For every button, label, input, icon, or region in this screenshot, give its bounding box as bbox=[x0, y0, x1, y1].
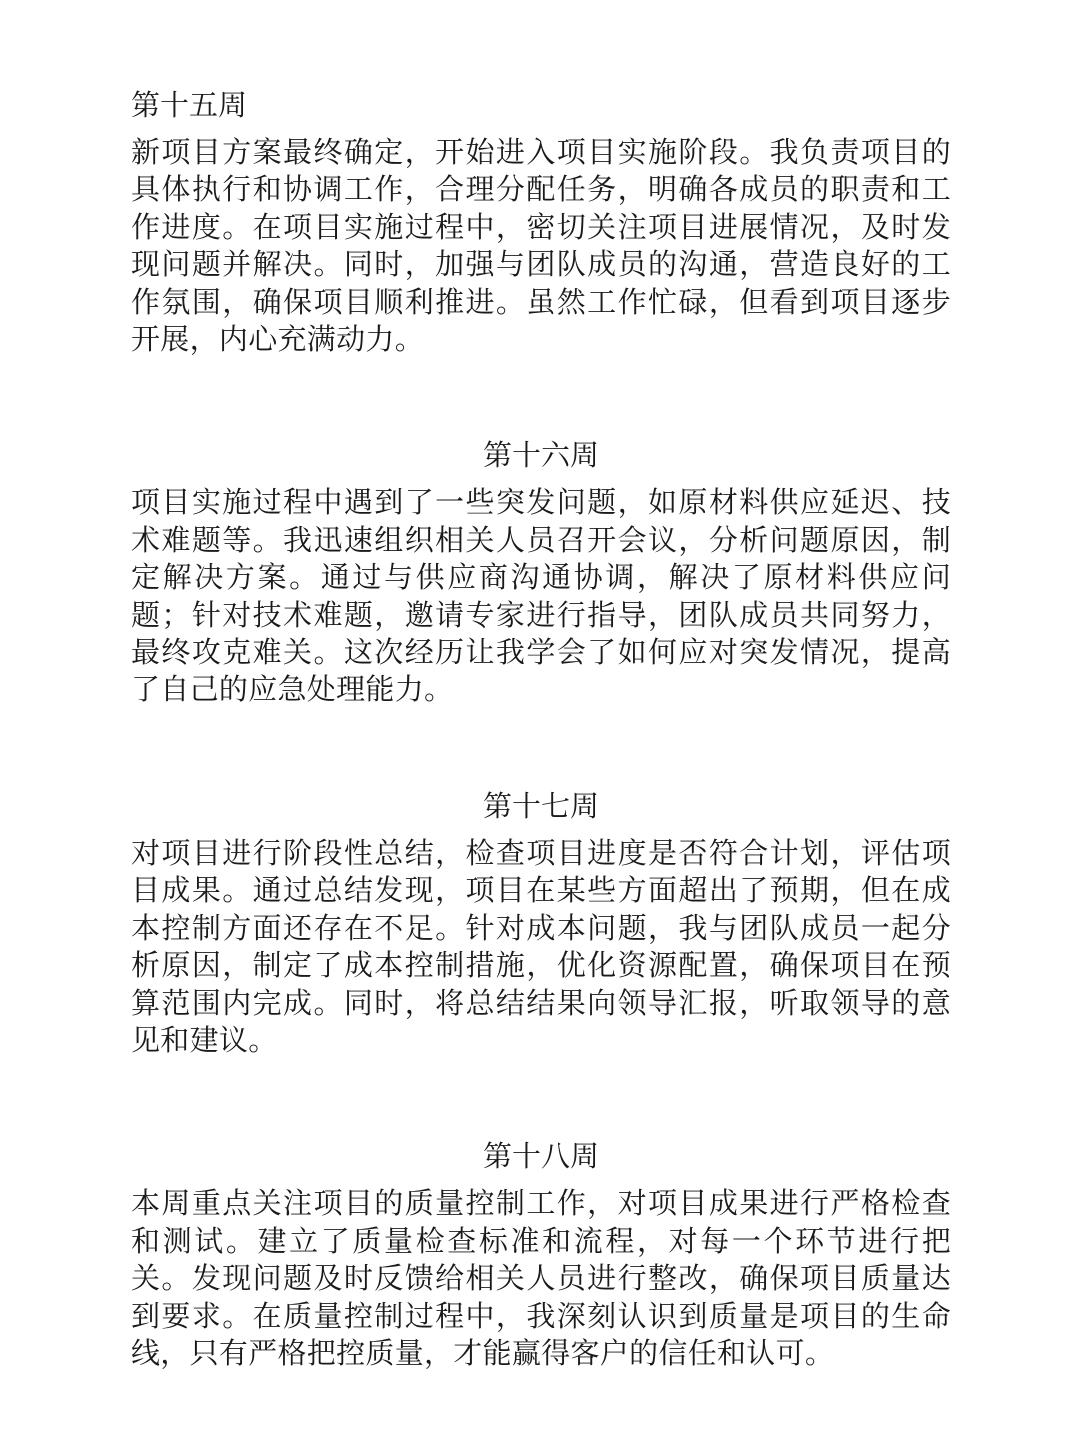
week-15-title: 第十五周 bbox=[131, 88, 248, 122]
week-16-section bbox=[131, 432, 951, 708]
week-18-body: 本周重点关注项目的质量控制工作，对项目成果进行严格检查和测试。建立了质量检查标准和流程，对每一个环节进行把关。发现问题及时反馈给相关人员进行整改，确保项目质量达到要求。在质量控制过程中，我深刻认识到质量是项目的生命线，只有严格把控质量，才能赢得客户的信任和认可。 bbox=[131, 1186, 951, 1370]
section-spacer bbox=[131, 709, 951, 783]
document-page bbox=[131, 82, 951, 1372]
week-15-section bbox=[131, 82, 951, 358]
week-16-title: 第十六周 bbox=[482, 438, 599, 473]
section-spacer bbox=[131, 1059, 951, 1133]
week-16-body: 项目实施过程中遇到了一些突发问题，如原材料供应延迟、技术难题等。我迅速组织相关人员召开会议，分析问题原因，制定解决方案。通过与供应商沟通协调，解决了原材料供应问题；针对技术难题，邀请专家进行指导，团队成员共同努力，最终攻克难关。这次经历让我学会了如何应对突发情况，提高了自己的应急处理能力。 bbox=[131, 485, 951, 707]
week-15-body: 新项目方案最终确定，开始进入项目实施阶段。我负责项目的具体执行和协调工作，合理分配任务，明确各成员的职责和工作进度。在项目实施过程中，密切关注项目进展情况，及时发现问题并解决。同时，加强与团队成员的沟通，营造良好的工作氛围，确保项目顺利推进。虽然工作忙碌，但看到项目逐步开展，内心充满动力。 bbox=[131, 135, 951, 357]
section-spacer bbox=[131, 358, 951, 432]
week-17-section bbox=[131, 783, 951, 1059]
week-17-title: 第十七周 bbox=[482, 788, 599, 823]
week-18-title: 第十八周 bbox=[482, 1139, 599, 1174]
week-17-body: 对项目进行阶段性总结，检查项目进度是否符合计划，评估项目成果。通过总结发现，项目在某些方面超出了预期，但在成本控制方面还存在不足。针对成本问题，我与团队成员一起分析原因，制定了成本控制措施，优化资源配置，确保项目在预算范围内完成。同时，将总结结果向领导汇报，听取领导的意见和建议。 bbox=[131, 835, 951, 1057]
week-18-section bbox=[131, 1133, 951, 1372]
